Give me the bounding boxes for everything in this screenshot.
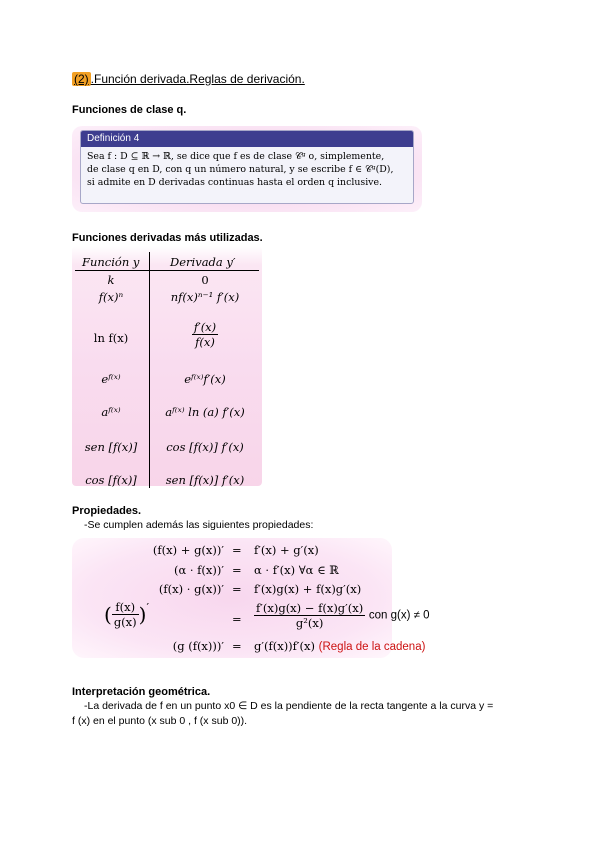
- definition-line: Sea f : D ⊆ ℝ → ℝ, se dice que f es de clase 𝒞ᵍ o, simplemente,: [87, 151, 385, 162]
- definition-box: [80, 130, 414, 204]
- fraction-numerator: f′(x): [193, 320, 217, 334]
- table-cell-derivative: cos [f(x)] f′(x): [166, 440, 244, 454]
- table-header-derivada: Derivada y′: [170, 255, 236, 269]
- title-number: (2): [74, 72, 89, 86]
- title-text: .Función derivada.Reglas de derivación.: [90, 72, 305, 86]
- fraction-denominator: f(x): [195, 335, 215, 349]
- property-equals: =: [232, 639, 242, 653]
- propiedades-intro: -Se cumplen además las siguientes propiedades:: [84, 519, 314, 531]
- table-cell-function: k: [107, 273, 115, 287]
- definition-line: si admite en D derivadas continuas hasta el orden q inclusive.: [87, 177, 383, 188]
- property-rhs: f′(x)g(x) + f(x)g′(x): [254, 582, 362, 596]
- property-quotient-rhs: [254, 601, 430, 630]
- table-cell-function: f(x)ⁿ: [98, 290, 124, 304]
- table-cell-function: cos [f(x)]: [85, 473, 137, 487]
- property-lhs: (f(x) · g(x))′: [158, 582, 224, 596]
- property-equals: =: [232, 612, 242, 626]
- table-divider-horizontal: [75, 270, 259, 271]
- interpretacion-line-1: -La derivada de f en un punto x0 ∈ D es la pendiente de la recta tangente a la curva y =: [84, 700, 494, 712]
- definition-line: de clase q en D, con q un número natural, y se escribe f ∈ 𝒞ᵍ(D),: [87, 164, 394, 175]
- heading-clase-q: Funciones de clase q.: [72, 104, 187, 116]
- property-equals: =: [232, 563, 242, 577]
- chain-rule-formula: g′(f(x))f′(x): [254, 639, 315, 653]
- document-title: [72, 72, 305, 86]
- fraction-denominator: g(x): [113, 615, 137, 629]
- table-cell-function: aᶠ⁽ˣ⁾: [101, 405, 121, 419]
- property-lhs: (g (f(x)))′: [172, 639, 224, 653]
- table-cell-derivative: sen [f(x)] f′(x): [165, 473, 245, 487]
- table-cell-derivative: 0: [201, 273, 209, 287]
- table-cell-derivative: nf(x)ⁿ⁻¹ f′(x): [170, 290, 240, 304]
- definition-body: [81, 147, 413, 192]
- fraction-numerator: f(x): [112, 600, 139, 615]
- property-equals: =: [232, 582, 242, 596]
- definition-header: Definición 4: [81, 131, 413, 147]
- table-cell-derivative: eᶠ⁽ˣ⁾f′(x): [184, 372, 226, 386]
- fraction-numerator: f′(x)g(x) − f(x)g′(x): [256, 601, 364, 615]
- fraction-denominator: g²(x): [295, 616, 324, 630]
- property-rhs: [254, 639, 425, 653]
- property-lhs: (α · f(x))′: [173, 563, 224, 577]
- property-condition: con g(x) ≠ 0: [368, 609, 430, 622]
- interpretacion-line-2: f (x) en el punto (x sub 0 , f (x sub 0)).: [72, 715, 248, 727]
- table-header-funcion: Función y: [82, 255, 140, 269]
- table-divider-vertical: [149, 252, 150, 488]
- table-cell-function: sen [f(x)]: [84, 440, 138, 454]
- property-quotient-lhs: ( $\frac{f(x)}{g(x)}$ )′: [104, 600, 150, 629]
- property-rhs: f′(x) + g′(x): [254, 543, 319, 557]
- chain-rule-note: (Regla de la cadena): [318, 641, 426, 653]
- table-cell-function: eᶠ⁽ˣ⁾: [101, 372, 121, 386]
- heading-propiedades: Propiedades.: [72, 505, 142, 517]
- property-lhs: (f(x) + g(x))′: [152, 543, 224, 557]
- table-cell-derivative-fraction: [152, 320, 258, 349]
- heading-derivadas: Funciones derivadas más utilizadas.: [72, 232, 263, 244]
- table-cell-derivative: aᶠ⁽ˣ⁾ ln (a) f′(x): [165, 405, 245, 419]
- heading-interpretacion: Interpretación geométrica.: [72, 686, 211, 698]
- property-rhs: α · f′(x) ∀α ∈ ℝ: [254, 563, 339, 577]
- property-equals: =: [232, 543, 242, 557]
- table-cell-function: ln f(x): [93, 331, 129, 345]
